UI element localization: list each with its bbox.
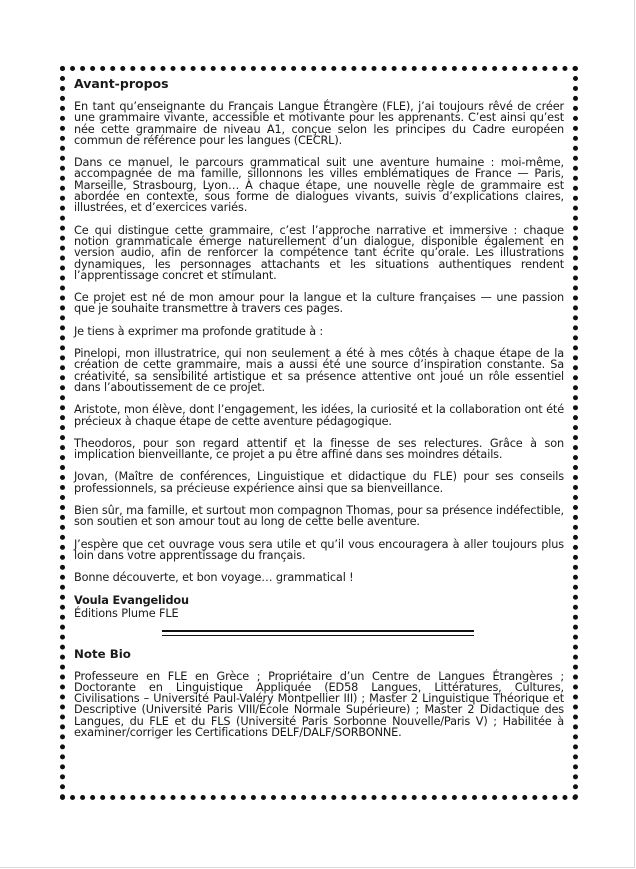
foreword-content (74, 77, 564, 738)
paragraph-hope: J’espère que cet ouvrage vous sera utile et qu’il vous encouragera à aller toujours plus loin dans votre apprentissage du français. (74, 537, 564, 562)
paragraph-journey: Dans ce manuel, le parcours grammatical suit une aventure humaine : moi-même, accompagnée de ma famille, sillonnons les villes emblématiques de France — Paris, Marseille, Strasbourg, Lyon… À chaque étape, une nouvelle règle de grammaire est abordée en contexte, sous forme de dialogues vivants, suivis d’explications claires, illustrées, et d’exercices variés. (74, 156, 564, 215)
paragraph-intro: En tant qu’enseignante du Français Langue Étrangère (FLE), j’ai toujours rêvé de créer une grammaire vivante, accessible et motivante pour les apprenants. C’est ainsi qu’est née cette grammaire de niveau A1, conçue selon les principes du Cadre européen commun de référence pour les langues (CECRL). (74, 100, 564, 147)
paragraph-aristote: Aristote, mon élève, dont l’engagement, les idées, la curiosité et la collaboration ont été précieux à chaque étape de cette aventure pédagogique. (74, 403, 564, 428)
paragraph-passion: Ce projet est né de mon amour pour la langue et la culture françaises — une passion que je souhaite transmettre à travers ces pages. (74, 291, 564, 316)
paragraph-gratitude: Je tiens à exprimer ma profonde gratitude à : (74, 324, 324, 338)
paragraph-family: Bien sûr, ma famille, et surtout mon compagnon Thomas, pour sa présence indéfectible, son soutien et son amour tout au long de cette belle aventure. (74, 504, 564, 529)
author-name: Voula Evangelidou (74, 593, 189, 607)
bio-text: Professeure en FLE en Grèce ; Propriétaire d’un Centre de Langues Étrangères ; Doctorante en Linguistique Appliquée (ED58 Langues, Littératures, Cultures, Civilisations – Université Paul-Valéry Montpellier III) ; Master 2 Linguistique Théorique et Descriptive (Université Paris VIII/École Normale Supérieure) ; Master 2 Didactique des Langues, du FLE et du FLS (Université Paris Sorbonne Nouvelle/Paris V) ; Habilitée à examiner/corriger les Certifications DELF/DALF/SORBONNE. (74, 669, 564, 739)
paragraph-theodoros: Theodoros, pour son regard attentif et la finesse de ses relectures. Grâce à son implication bienveillante, ce projet a pu être affiné dans ses moindres détails. (74, 436, 564, 462)
bio-title: Note Bio (74, 646, 131, 661)
paragraph-approach: Ce qui distingue cette grammaire, c’est l’approche narrative et immersive : chaque notion grammaticale émerge naturellement d’un dialogue, disponible également en version audio, afin de renforcer la compétence tant écrite qu’orale. Les illustrations dynamiques, les personnages attachants et les situations authentiques rendent l’apprentissage concret et stimulant. (74, 223, 564, 282)
foreword-title: Avant-propos (74, 76, 169, 91)
paragraph-jovan: Jovan, (Maître de conférences, Linguistique et didactique du FLE) pour ses conseils professionnels, sa précieuse expérience ainsi que sa bienveillance. (74, 470, 564, 495)
publisher-name: Éditions Plume FLE (74, 606, 179, 620)
section-divider (162, 630, 474, 636)
paragraph-pinelopi: Pinelopi, mon illustratrice, qui non seulement a été à mes côtés à chaque étape de la création de cette grammaire, mais a aussi été une source d’inspiration constante. Sa créativité, sa sensibilité artistique et sa présence attentive ont joué un rôle essentiel dans l’aboutissement de ce projet. (74, 347, 564, 394)
signature-block (74, 594, 564, 620)
paragraph-closing: Bonne découverte, et bon voyage… grammatical ! (74, 571, 354, 585)
